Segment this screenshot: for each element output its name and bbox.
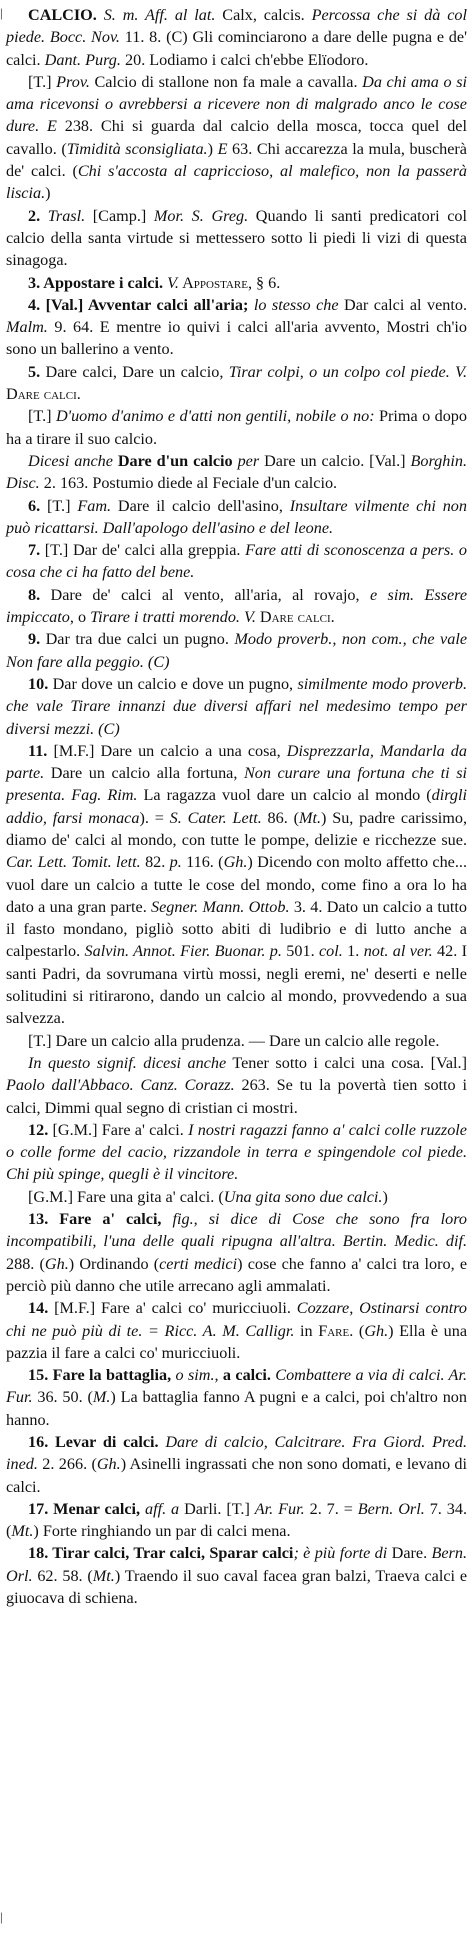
- citation-ref: 2. 266. (: [37, 1455, 97, 1474]
- definition: Non curare una fortuna che ti si presenta. Fag. Rim.: [6, 764, 467, 805]
- sense-paragraph: [6, 272, 467, 294]
- sense-paragraph: [6, 1498, 467, 1543]
- citation-ref: 7. 34. (: [6, 1499, 468, 1541]
- usage-label: Fam.: [77, 496, 112, 515]
- phrase: [M.F.] Dare un calcio a una cosa,: [53, 741, 287, 760]
- sense-paragraph: [6, 450, 467, 495]
- definition: lo stesso che: [253, 295, 339, 314]
- phrase-headword: 13. Fare a' calci,: [28, 1210, 173, 1229]
- phrase-headword: 3. Appostare i calci.: [28, 273, 168, 292]
- grammar-note: S. m. Aff. al lat.: [103, 6, 216, 24]
- sense-paragraph: [6, 1297, 467, 1364]
- sense-number: 5.: [28, 362, 46, 381]
- definition: D'uomo d'animo e d'atti non gentili, nobile o no:: [55, 407, 375, 426]
- cross-reference-label: V.: [167, 273, 179, 292]
- contributor-tag: Gh.: [364, 1321, 389, 1340]
- citation-source: S. Cater. Lett.: [169, 808, 262, 827]
- phrase: Dar calci al vento.: [338, 295, 467, 314]
- citation-source: Car. Lett. Tomit. lett.: [6, 853, 141, 872]
- phrase: [G.M.] Fare una gita a' calci. (: [28, 1187, 224, 1206]
- citation-source: Mor. S. Greg.: [153, 206, 249, 225]
- usage-note: Dicesi anche: [28, 451, 113, 470]
- definition: Modo proverb., non com., che vale Non fare alla peggio. (C): [6, 630, 468, 671]
- phrase: Dare un calcio alla fortuna,: [44, 764, 244, 783]
- cross-reference: Appostare: [178, 273, 248, 292]
- sense-number: 14.: [28, 1299, 55, 1318]
- sense-number: 8.: [28, 585, 51, 604]
- definition: Percossa che si dà col piede. Bocc. Nov.: [6, 6, 468, 47]
- citation-ref: 82.: [140, 853, 170, 872]
- example-text: [T.] Dare un calcio alla prudenza. — Dare un calcio alle regole.: [28, 1031, 440, 1050]
- citation-ref: 36. 50. (: [32, 1388, 93, 1407]
- punctuation: , o: [69, 608, 91, 627]
- citation-ref: 1.: [342, 942, 364, 961]
- usage-note: ; è più forte di: [293, 1544, 388, 1563]
- citation-text: ) cose che fanno a' calci tra loro, e perciò più danno che utile arrecano agli ammalati.: [6, 1254, 468, 1295]
- phrase: Tener sotto i calci una cosa. [Val.]: [226, 1053, 467, 1072]
- sense-number: 12.: [28, 1120, 53, 1139]
- phrase: Darli. [T.]: [179, 1499, 255, 1518]
- citation-text: ) La battaglia fanno A pugni e a calci, poi ch'altro non hanno.: [6, 1388, 467, 1429]
- citation-text: Quando li santi predicatori col calcio della santa virtude si mettessero sotto li piedi li vizi di questa sinagoga.: [6, 206, 468, 270]
- citation-text: ) Traendo il suo caval facea gran balzi, Traeva calci e giuocava di schiena.: [6, 1566, 468, 1608]
- punctuation: ). =: [139, 808, 170, 827]
- sense-paragraph: [6, 1364, 467, 1431]
- phrase-headword: 15. Fare la battaglia,: [28, 1366, 176, 1385]
- citation-ref: 116. (: [181, 853, 224, 872]
- citation-text: 11. 8. (C) Gli cominciarono a dare delle pugna e de' calci.: [6, 28, 467, 69]
- citation-text: ) Ella è una pazzia il fare a calci co' muricciuoli.: [6, 1321, 468, 1362]
- sense-number: 9.: [28, 630, 46, 649]
- citation-source: Bern. Orl.: [357, 1499, 425, 1518]
- sense-number: 7.: [28, 541, 45, 560]
- contributor-tag: M.: [92, 1388, 111, 1407]
- definition: Tirar colpi, o un colpo col piede. V.: [228, 362, 467, 381]
- punctuation: .: [76, 385, 81, 404]
- sense-paragraph: [6, 1431, 467, 1498]
- punctuation: . (: [349, 1321, 365, 1340]
- contributor-tag: Mt.: [92, 1566, 115, 1585]
- punctuation: ): [45, 184, 51, 203]
- definition: similmente modo proverb. che vale Tirare innanzi due diversi affari nel medesimo tempo per diversi mezzi. (C): [6, 674, 468, 738]
- definition: Dare di calcio, Calcitrare. Fra Giord. Pred. ined.: [6, 1433, 467, 1474]
- contributor-tag: Gh.: [44, 1254, 69, 1273]
- headword: CALCIO.: [28, 6, 97, 24]
- usage-note: aff. a: [144, 1499, 180, 1518]
- citation-ref: 501.: [281, 942, 319, 961]
- sense-paragraph: [6, 71, 467, 205]
- cross-reference: Dare calci: [6, 385, 77, 404]
- sense-paragraph: [6, 740, 467, 1030]
- cross-reference-section: , § 6.: [247, 273, 281, 292]
- citation-text: 20. Lodiamo i calci ch'ebbe Elïodoro.: [120, 50, 369, 69]
- sense-paragraph: [6, 1186, 467, 1208]
- citation-source: Borghin. Disc.: [6, 451, 468, 493]
- sense-paragraph: [6, 584, 467, 629]
- contributor-tag: [T.]: [28, 407, 56, 426]
- citation-text: 2. 163. Postumio diede al Feciale d'un calcio.: [39, 474, 338, 493]
- margin-mark: |: [0, 1909, 3, 1924]
- usage-note: In questo signif. dicesi anche: [28, 1053, 227, 1072]
- sense-paragraph: [6, 205, 467, 272]
- contributor-tag: Gh.: [223, 853, 248, 872]
- sense-paragraph: [6, 361, 467, 406]
- citation-text: in: [294, 1321, 319, 1340]
- margin-mark: |: [0, 5, 3, 20]
- usage-label: Trasl.: [47, 206, 86, 225]
- phrase-headword: a calci.: [218, 1366, 276, 1385]
- etymology: Calx, calcis.: [215, 6, 312, 24]
- punctuation: .: [330, 608, 335, 627]
- proverb-gloss: Da chi ama o si ama ricevonsi o avrebbersi a ricevere non di malgrado anco le cose dure. E: [6, 72, 467, 136]
- definition: Insultare vilmente chi non può ricattarsi. Dall'apologo dell'asino e del leone.: [6, 496, 467, 537]
- definition: Disprezzarla, Mandarla da parte.: [6, 741, 467, 783]
- sense-number: 4.: [28, 295, 46, 314]
- phrase: Dare un calcio. [Val.]: [259, 451, 411, 470]
- citation-ref: 62. 58. (: [32, 1566, 93, 1585]
- sense-paragraph: [6, 1208, 467, 1297]
- sense-paragraph: [6, 1542, 467, 1609]
- citation-text: 263. Se tu la povertà tien sotto i calci, Dimmi qual segno di cristian ci mostri.: [6, 1076, 467, 1117]
- citation-source: Bern. Orl.: [6, 1544, 467, 1585]
- usage-note: e sim.: [369, 585, 415, 604]
- citation-ref: 2. 7. =: [304, 1499, 358, 1518]
- contributor-tag: [T.]: [44, 541, 73, 560]
- sense-paragraph: [6, 539, 467, 584]
- contributor-tag: Gh.: [96, 1455, 121, 1474]
- contributor-tag: Mt.: [298, 808, 322, 827]
- usage-note: o sim.,: [175, 1366, 219, 1385]
- phrase: [M.F.] Fare a' calci co' muricciuoli.: [54, 1299, 297, 1318]
- punctuation: ): [382, 1187, 388, 1206]
- sense-paragraph: [6, 405, 467, 450]
- cross-reference: Dare calci: [255, 608, 331, 627]
- usage-note: per: [237, 451, 260, 470]
- citation-text: 9. 64. E mentre io quivi i calci all'aria avvento, Mostri ch'io sono un ballerino a vento.: [6, 318, 467, 359]
- citation-ref: p.: [169, 853, 182, 872]
- citation-ref: 288. (: [6, 1254, 45, 1273]
- proverb: Calcio di stallone non fa male a cavalla.: [89, 72, 363, 91]
- phrase-headword: [Val.] Avventar calci all'aria;: [45, 295, 254, 314]
- phrase: Dar tra due calci un pugno.: [45, 630, 235, 649]
- definition: Essere impiccato: [6, 585, 468, 627]
- citation-text: ) Dicendo con molto affetto che... vuol dare un calcio a tutte le cose del mondo, come fino a ora lo ha dato a una gran parte.: [6, 853, 467, 916]
- definition: fig., si dice di Cose che sono fra loro incompatibili, l'una delle quali ripugna all'altra. Bertin. Medic. dif.: [6, 1210, 467, 1251]
- sense-paragraph: [6, 294, 467, 361]
- citation-text: ) Su, padre carissimo, diamo de' calci al mondo, con tutte le pompe, delizie e ricchezze sue.: [6, 808, 467, 849]
- citation-text: La ragazza vuol dare un calcio al mondo (: [137, 786, 432, 805]
- sense-number: 2.: [28, 206, 48, 225]
- citation-source: Dant. Purg.: [44, 50, 121, 69]
- contributor-tag: [T.]: [28, 72, 57, 91]
- citation-source: Salvin. Annot. Fier. Buonar. p.: [84, 942, 282, 961]
- citation-text: 42. I santi Padri, da sovrumana virtù mossi, negli eremi, ne' deserti e nelle solitudini si ritirarono, dando un calcio al mondo, provvedendo a sua salvezza.: [6, 942, 467, 1028]
- phrase: Dare il calcio dell'asino,: [111, 496, 290, 515]
- gloss: certi medici: [159, 1254, 238, 1273]
- phrase-headword: Dare d'un calcio: [112, 451, 238, 470]
- citation-source: Segner. Mann. Ottob.: [151, 897, 290, 916]
- citation-text: ) Asinelli ingrassati che non sono domati, e levano di calci.: [6, 1455, 467, 1496]
- contributor-tag: [T.]: [46, 496, 78, 515]
- phrase-headword: 17. Menar calci,: [28, 1499, 145, 1518]
- phrase: Dare.: [387, 1544, 432, 1563]
- sense-paragraph: [6, 673, 467, 740]
- citation-source: Ar. Fur.: [254, 1499, 305, 1518]
- citation-text: 3. 4. Dato un calcio a tutto il fasto mondano, pigliò sotto abiti di ludibrio e di lutto anche a calpestarlo.: [6, 897, 467, 961]
- definition: Tirare i tratti morendo. V.: [90, 608, 256, 627]
- sense-number: 10.: [28, 674, 53, 693]
- citation-text: ) Forte ringhiando un par di calci mena.: [33, 1522, 291, 1541]
- example-text: Prima o dopo ha a tirare il suo calcio.: [6, 407, 467, 448]
- citation-source: Malm.: [6, 318, 48, 337]
- phrase: Dare calci, Dare un calcio,: [45, 362, 229, 381]
- definition: Fare atti di sconoscenza a pers. o cosa che ci ha fatto del bene.: [6, 541, 467, 582]
- definition: Combattere a via di calci. Ar. Fur.: [6, 1366, 467, 1407]
- usage-label: Prov.: [56, 72, 90, 91]
- gloss: dirgli addio, farsi monaca: [6, 786, 467, 827]
- gloss: Una gita sono due calci.: [223, 1187, 383, 1206]
- sense-number: 6.: [28, 496, 47, 515]
- proverb: 238. Chi si guarda dal calcio della mosca, tocca quel del cavallo. (: [6, 117, 467, 158]
- sense-paragraph: [6, 1030, 467, 1052]
- citation-source: E: [217, 139, 228, 158]
- sense-paragraph: [6, 1052, 467, 1119]
- entry-headword-paragraph: [6, 4, 467, 71]
- citation-ref: not. al ver.: [363, 942, 433, 961]
- phrase-headword: 16. Levar di calci.: [28, 1433, 166, 1451]
- proverb: 63. Chi accarezza la mula, buscherà de' calci. (: [6, 139, 467, 181]
- phrase: Dare de' calci al vento, all'aria, al rovajo,: [50, 585, 370, 604]
- citation-ref: 86. (: [261, 808, 299, 827]
- citation-ref: col.: [319, 942, 343, 961]
- definition: I nostri ragazzi fanno a' calci colle ruzzole o colle forme del cacio, rizzandole in terra e spingendole col piede. Chi più spinge, quegli è il vincitore.: [6, 1120, 467, 1184]
- sense-paragraph: [6, 1119, 467, 1186]
- sense-number: 11.: [28, 741, 54, 760]
- citation-text: ) Ordinando (: [68, 1254, 160, 1273]
- contributor-tag: [Camp.]: [85, 206, 154, 225]
- phrase: Dar dove un calcio e dove un pugno,: [52, 674, 298, 693]
- punctuation: ): [207, 139, 218, 158]
- contributor-tag: Mt.: [11, 1522, 34, 1541]
- phrase: [G.M.] Fare a' calci.: [52, 1120, 189, 1139]
- sense-paragraph: [6, 495, 467, 540]
- definition: Cozzare, Ostinarsi contro chi ne può più di te. = Ricc. A. M. Calligr.: [6, 1299, 467, 1340]
- proverb-gloss: Timidità sconsigliata.: [66, 139, 208, 158]
- phrase: Dar de' calci alla greppia.: [72, 541, 246, 560]
- citation-source: Paolo dall'Abbaco. Canz. Corazz.: [6, 1076, 235, 1095]
- proverb-gloss: Chi s'accosta al capriccioso, al malefico, non la passerà liscia.: [6, 162, 467, 203]
- cross-reference: Fare: [318, 1321, 350, 1340]
- sense-paragraph: [6, 628, 467, 673]
- phrase-headword: 18. Tirar calci, Trar calci, Sparar calci: [28, 1544, 294, 1563]
